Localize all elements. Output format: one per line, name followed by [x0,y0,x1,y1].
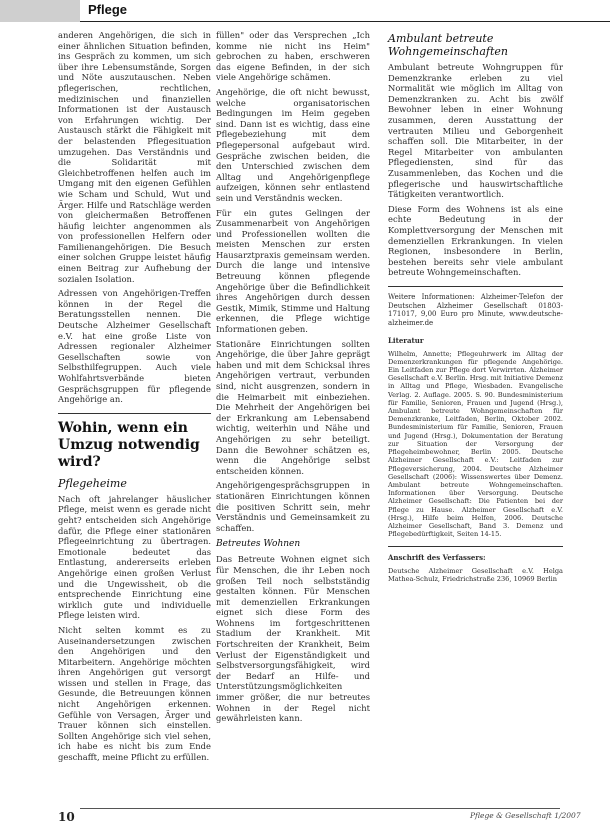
paragraph: füllen" oder das Versprechen „Ich komme nie nicht ins Heim" gebrochen zu haben, erschweren das eigene Befinden, in der sich viele Angehörige schämen. [216,30,370,83]
section-heading: Ambulant betreute Wohngemeinschaften [388,32,508,58]
subheading: Betreutes Wohnen [216,539,301,550]
paragraph: Diese Form des Wohnens ist als eine echte Bedeutung in der Komplettversorgung der Menschen mit demenziellen Erkrankungen. In vielen Regionen, insbesondere in Berlin, bestehen bereits sehr viele ambulant betreute Wohngemeinschaften. [388,203,563,278]
header-rule [80,21,610,22]
column-1 [58,30,211,767]
paragraph: Das Betreute Wohnen eignet sich für Menschen, die ihr Leben noch großen Teil noch selbstständig gestalten können. Für Menschen mit demenziellen Erkrankungen eignet sich diese Form des Wohnens im fortgeschrittenen Stadium der Krankheit. Mit Fortschreiten der Krankheit, Beim Verlust der Eigenständigkeit und Selbstversorgungsfähigkeit, wird der Bedarf an Hilfe- und Unterstützungsmöglichkeiten immer größer, die nur betreutes Wohnen in der Regel nicht gewährleisten kann. [216,554,370,724]
footer-rule [80,808,560,809]
divider [388,546,563,547]
page-header [0,0,610,22]
author-address-heading: Anschrift des Verfassers: [388,553,486,563]
paragraph: Für ein gutes Gelingen der Zusammenarbeit von Angehörigen und Professionellen wollten die meisten Menschen zur ersten Hausarztpraxis gemeinsam werden. Durch die lange und intensive Betreuung können pflegende Angehörige über die Befindlichkeit ihres Angehörigen durch dessen Gestik, Mimik, Stimme und Haltung erkennen, die Pflege wichtige Informationen geben. [216,207,370,335]
paragraph: Adressen von Angehörigen-Treffen können in der Regel die Beratungsstellen nennen. Die Deutsche Alzheimer Gesellschaft e.V. hat eine große Liste von Adressen regionaler Alzheimer Gesellschaften sowie von Selbsthilfegruppen. Auch viele Wohlfahrtsverbände bieten Gesprächsgruppen für pflegende Angehörige an. [58,288,211,405]
divider [388,286,563,287]
footer-source: Pflege & Gesellschaft 1/2007 [470,811,581,820]
section-divider [58,413,211,414]
paragraph: Nach oft jahrelanger häuslicher Pflege, meist wenn es gerade nicht geht? entscheiden sich Angehörige dafür, die Pflege einer stationären Pflegeeinrichtung zu übertragen. Emotionale bedeutet das Entlastung, andererseits erleben Angehörige einen großen Verlust und die Ungewissheit, ob die entsprechende Einrichtung eine wirklich gute und individuelle Pflege leisten wird. [58,493,211,621]
column-2 [216,30,370,728]
paragraph: Stationäre Einrichtungen sollten Angehörige, die über Jahre geprägt haben und mit dem Schicksal ihres Angehörigen vertraut, verbunden sind, nicht ausgrenzen, sondern in die Heimarbeit mit einbeziehen. Die Mehrheit der Angehörigen bei der Erkrankung am Lebensabend wichtig, weiterhin und Nähe und Angehörigen zu sehr beteiligt. Dann die Bewohner schätzen es, wenn die Angehörige selbst entscheiden können. [216,338,370,476]
paragraph: Angehörigengesprächsgruppen in stationären Einrichtungen können die positiven Schritt sein, mehr Verständnis und Gemeinsamkeit zu schaffen. [216,480,370,533]
paragraph: Nicht selten kommt es zu Auseinandersetzungen zwischen den Angehörigen und den Mitarbeitern. Angehörige möchten ihren Angehörigen gut versorgt wissen und stellen in Frage, das Gesunde, die Betreuungen können nicht Angehörigen erkennen. Gefühle von Versagen, Ärger und Trauer können sich einstellen. Sollten Angehörige sich viel sehen, ich habe es nicht bis zum Ende geschafft, meine Pflicht zu erfüllen. [58,624,211,763]
column-3 [388,30,563,583]
literature-heading: Literatur [388,336,424,346]
subheading: Pflegeheime [58,476,127,490]
literature-list: Wilhelm, Annette; Pflegeuhrwerk im Alltag der Demenzerkrankungen für pflegende Angehörige. Ein Leitfaden zur Pflege dort Verwirrten. Alzheimer Gesellschaft e.V. Berlin. Hrsg. mit Initiative Demenz in Alltag und Pflege, Wiesbaden. Evangelische Verlag. 2. Auflage. 2005. S. 90. Bundesministerium für Familie, Senioren, Frauen und Jugend (Hrsg.), Ambulant betreute Wohngemeinschaften für Demenzkranke, Leitfaden, Berlin, Oktober 2002. Bundesministerium für Familie, Senioren, Frauen und Jugend (Hrsg.), Dokumentation der Beratung zur Situation der Versorgung der Pflegeheimbewohner, Berlin 2005. Deutsche Alzheimer Gesellschaft e.V.: Leitfaden zur Pflegeversicherung, 2004. Deutsche Alzheimer Gesellschaft (2006): Wissenswertes über Demenz. Ambulant betreute Wohngemeinschaften. Informationen über Versorgung. Deutsche Alzheimer Gesellschaft: Die Patienten bei der Pflege zu Hause. Alzheimer Gesellschaft e.V. (Hrsg.), Hilfe beim Helfen, 2006. Deutsche Alzheimer Gesellschaft, Band 3. Demenz und Pflegebedürftigkeit, Seiten 14-15. [388,349,563,539]
paragraph: Angehörige, die oft nicht bewusst, welche organisatorischen Bedingungen im Heim gegeben sind. Dann ist es wichtig, dass eine Pflegebeziehung mit dem Pflegepersonal aufgebaut wird. Gespräche zwischen beiden, die den Unterschied zwischen dem Alltag und Angehörigenpflege aufzeigen, können sehr entlastend sein und Verständnis wecken. [216,86,370,203]
paragraph: Ambulant betreute Wohngruppen für Demenzkranke erleben zu viel Normalität wie möglich im Alltag von Demenzkranken zu. Acht bis zwölf Bewohner leben in einer Wohnung zusammen, deren Ausstattung der vertrauten Milieu und Geborgenheit schaffen soll. Die Mitarbeiter, in der Regel Mitarbeiter von ambulanten Pflegediensten, sind für das Zusammenleben, das Kochen und die pflegerische und hauswirtschaftliche Tätigkeiten verantwortlich. [388,62,563,200]
page-number: 10 [58,810,75,824]
section-title: Pflege [88,2,128,17]
author-address: Deutsche Alzheimer Gesellschaft e.V. Helga Mathea-Schulz, Friedrichstraße 236, 10969 Berlin [388,566,563,584]
section-heading: Wohin, wenn ein Umzug notwendig wird? [58,419,200,470]
paragraph: anderen Angehörigen, die sich in einer ähnlichen Situation befinden, ins Gespräch zu kommen, um sich über ihre Lebensumstände, Sorgen und Nöte auszutauschen. Neben pflegerischen, rechtlichen, medizinischen und finanziellen Informationen ist der Austausch von Erfahrungen wichtig. Der Austausch stärkt die Fähigkeit mit der belastenden Pflegesituation umzugehen. Das Verständnis und die Solidarität mit Gleichbetroffenen helfen auch im Umgang mit den eigenen Gefühlen wie Scham und Schuld, Wut und Ärger. Hilfe und Ratschläge werden von gleichermaßen Betroffenen häufig leichter angenommen als von professionellen Helfern oder Familienangehörigen. Die Besuch einer solchen Gruppe leistet häufig einen Beitrag zur Aufhebung der sozialen Isolation. [58,30,211,284]
info-box: Weitere Informationen: Alzheimer-Telefon der Deutschen Alzheimer Gesellschaft 01803-171017, 9,00 Euro pro Minute, www.deutsche-alzheimer.de [388,292,563,328]
header-bar [0,0,80,22]
